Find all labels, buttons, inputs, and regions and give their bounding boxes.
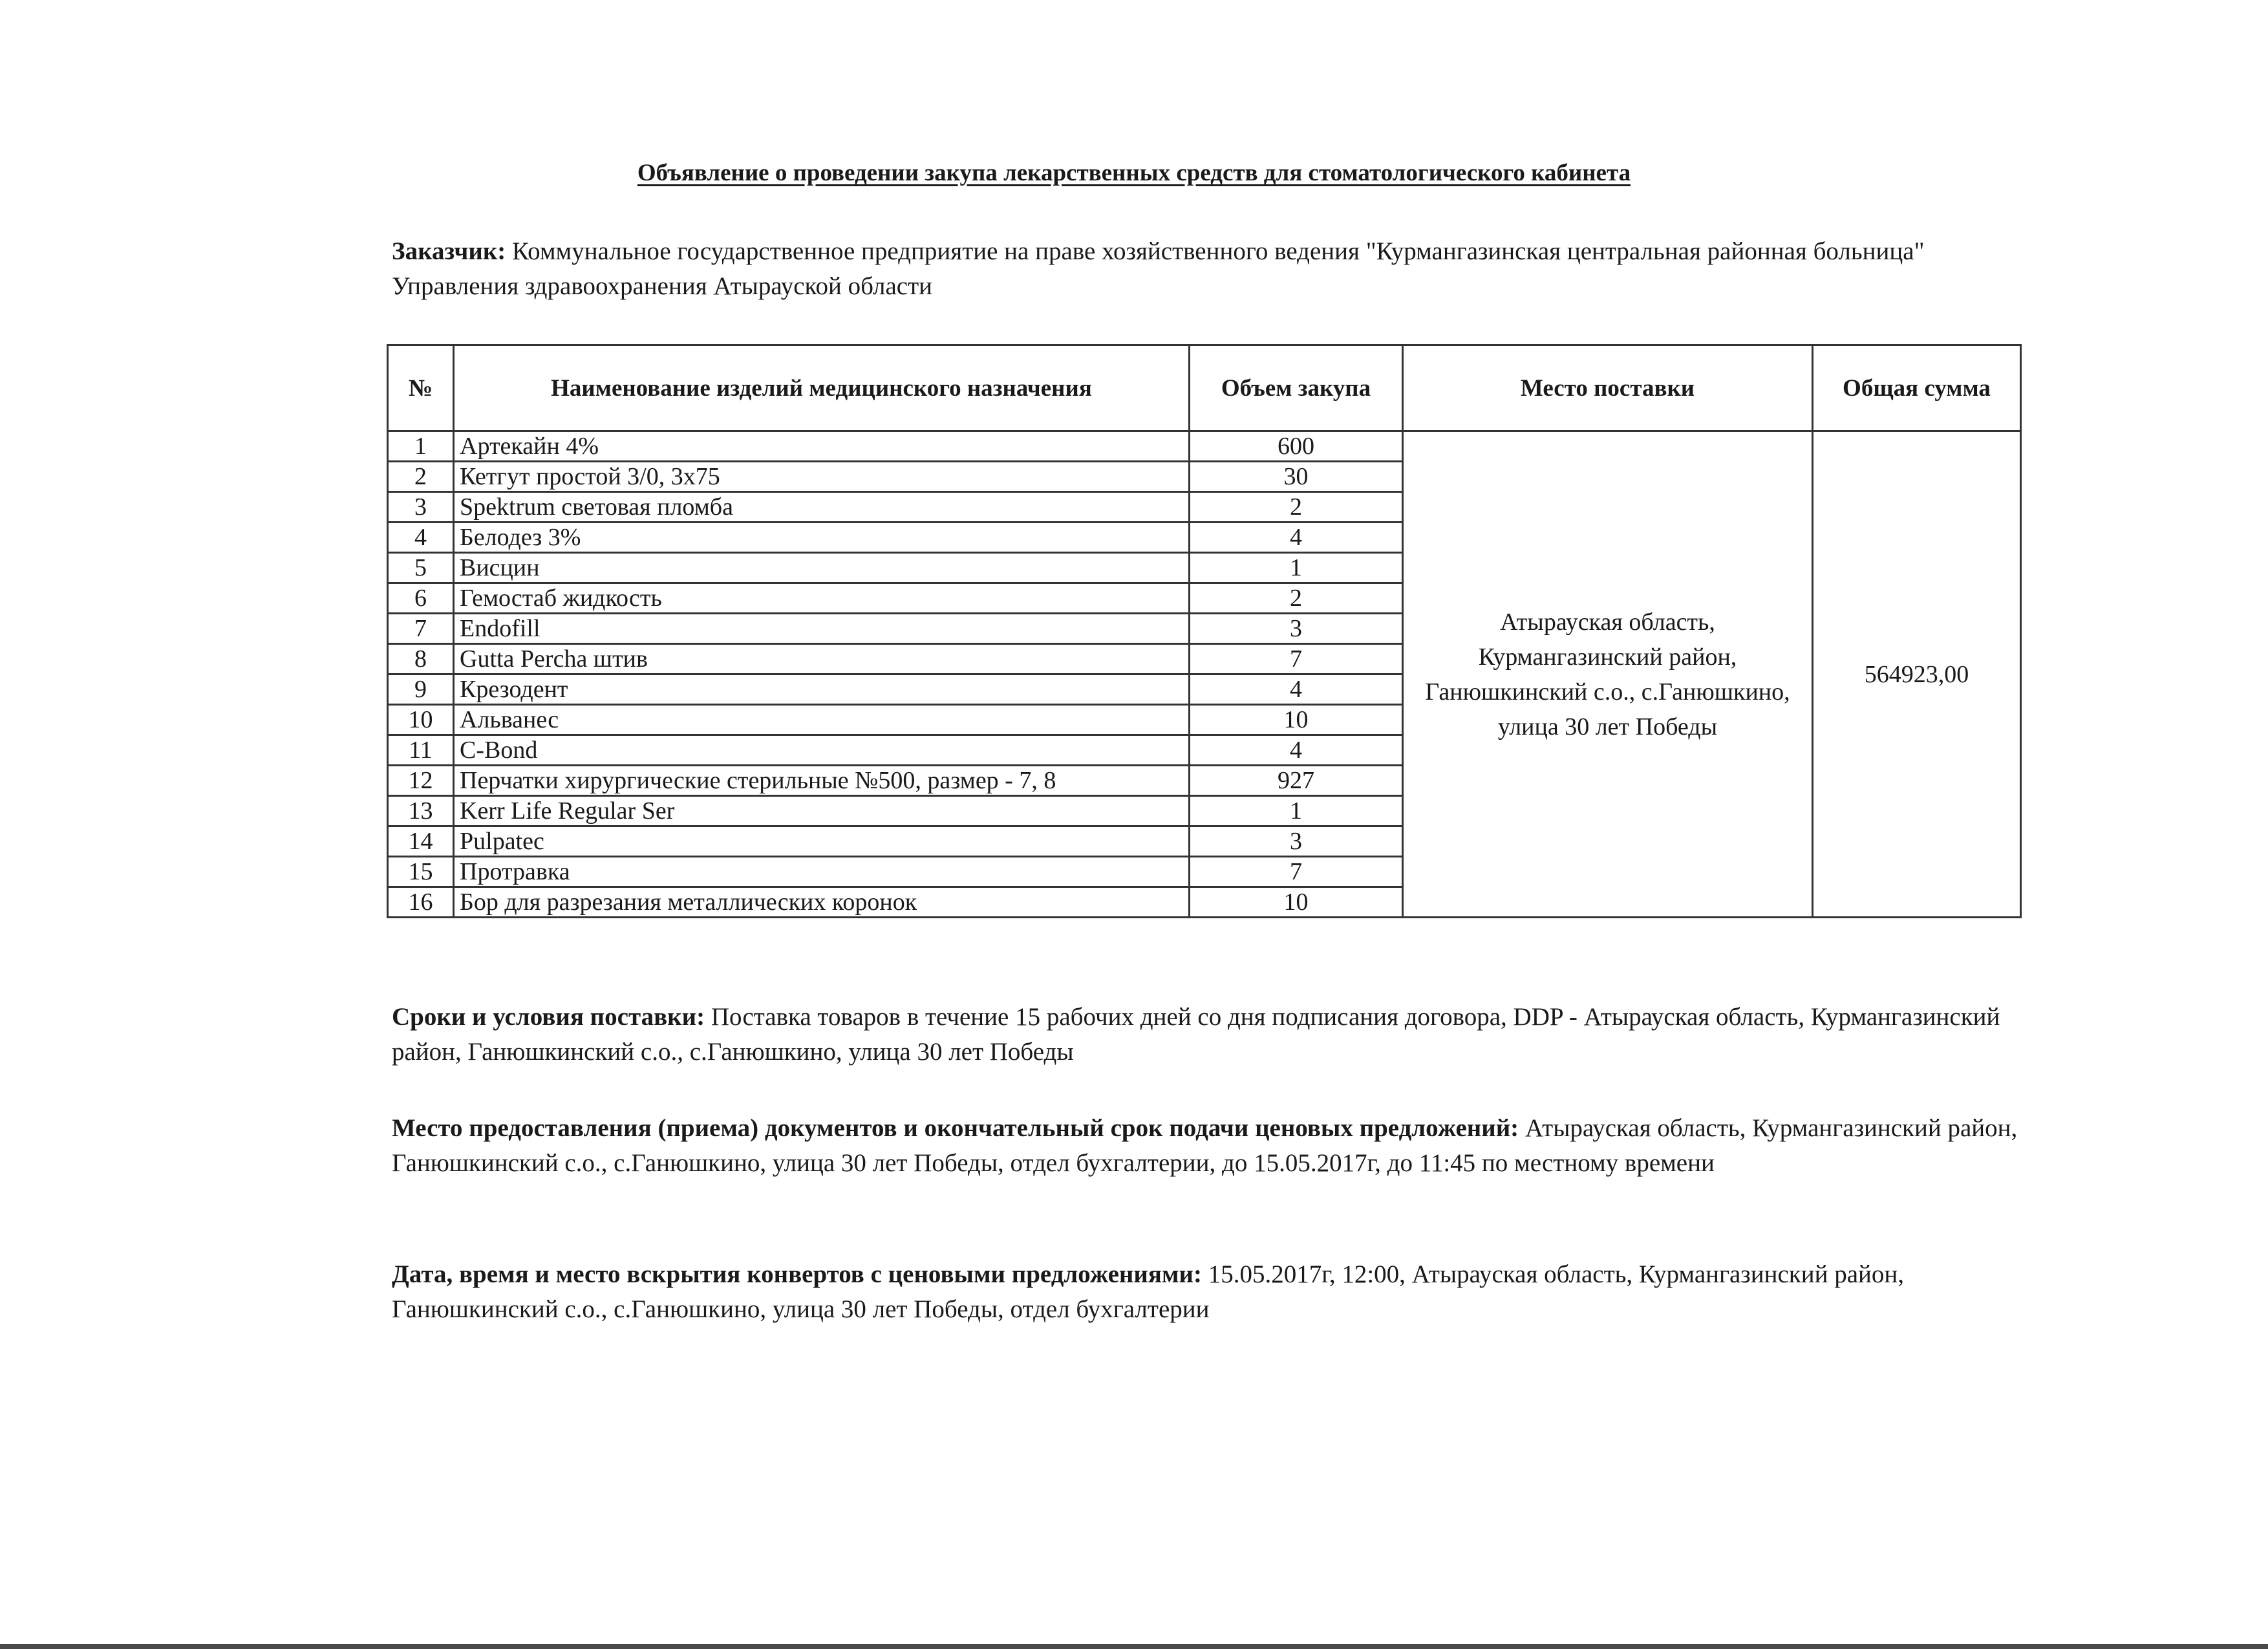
row-qty: 10 (1190, 705, 1403, 735)
documents-place-label: Место предоставления (приема) документов и окончательный срок подачи ценовых предложений: (392, 1114, 1519, 1142)
row-name: Артекайн 4% (454, 431, 1190, 462)
row-name: Висцин (454, 553, 1190, 583)
row-name: Белодез 3% (454, 523, 1190, 553)
documents-place-paragraph (392, 1111, 2027, 1181)
scan-edge-shadow (0, 1644, 2268, 1649)
row-qty: 30 (1190, 462, 1403, 492)
row-num: 5 (388, 553, 454, 583)
delivery-place: Атырауская область, Курмангазинский район, Ганюшкинский с.о., с.Ганюшкино, улица 30 лет Победы (1403, 431, 1813, 918)
row-num: 7 (388, 614, 454, 644)
row-name: Перчатки хирургические стерильные №500, размер - 7, 8 (454, 766, 1190, 796)
table-header-row (388, 345, 2021, 431)
documents-place-text: Атырауская область, Курмангазинский район, Ганюшкинский с.о., с.Ганюшкино, улица 30 лет Победы, отдел бухгалтерии, до 15.05.2017г, до 11:45 по местному времени (392, 1114, 2018, 1177)
row-name: Pulpatec (454, 826, 1190, 857)
row-qty: 2 (1190, 492, 1403, 523)
delivery-terms-label: Сроки и условия поставки: (392, 1003, 705, 1031)
row-name: C-Bond (454, 735, 1190, 766)
customer-text: Коммунальное государственное предприятие на праве хозяйственного ведения "Курмангазинская центральная районная больница" Управления здравоохранения Атырауской области (392, 237, 1925, 300)
row-name: Kerr Life Regular Ser (454, 796, 1190, 826)
row-num: 1 (388, 431, 454, 462)
row-name: Endofill (454, 614, 1190, 644)
row-qty: 7 (1190, 857, 1403, 887)
row-num: 15 (388, 857, 454, 887)
table-row (388, 431, 2021, 462)
row-num: 10 (388, 705, 454, 735)
page-title: Объявление о проведении закупа лекарственных средств для стоматологического кабинета (637, 160, 1631, 186)
customer-label: Заказчик: (392, 237, 506, 265)
opening-text: 15.05.2017г, 12:00, Атырауская область, Курмангазинский район, Ганюшкинский с.о., с.Ганюшкино, улица 30 лет Победы, отдел бухгалтерии (392, 1260, 1905, 1323)
row-qty: 4 (1190, 735, 1403, 766)
row-name: Протравка (454, 857, 1190, 887)
row-name: Кетгут простой 3/0, 3х75 (454, 462, 1190, 492)
row-num: 14 (388, 826, 454, 857)
row-qty: 3 (1190, 826, 1403, 857)
row-qty: 1 (1190, 553, 1403, 583)
row-num: 8 (388, 644, 454, 674)
opening-label: Дата, время и место вскрытия конвертов с ценовыми предложениями: (392, 1260, 1202, 1288)
row-num: 3 (388, 492, 454, 523)
header-name: Наименование изделий медицинского назначения (454, 345, 1190, 431)
row-name: Альванес (454, 705, 1190, 735)
row-num: 11 (388, 735, 454, 766)
row-qty: 600 (1190, 431, 1403, 462)
row-qty: 927 (1190, 766, 1403, 796)
row-num: 2 (388, 462, 454, 492)
row-name: Spektrum световая пломба (454, 492, 1190, 523)
row-name: Гемостаб жидкость (454, 583, 1190, 614)
items-table (387, 344, 2022, 918)
header-place: Место поставки (1403, 345, 1813, 431)
row-qty: 3 (1190, 614, 1403, 644)
customer-paragraph (392, 234, 2027, 304)
row-qty: 4 (1190, 674, 1403, 705)
row-name: Бор для разрезания металлических коронок (454, 887, 1190, 918)
opening-paragraph (392, 1257, 2027, 1327)
header-sum: Общая сумма (1813, 345, 2021, 431)
row-qty: 1 (1190, 796, 1403, 826)
row-qty: 7 (1190, 644, 1403, 674)
header-num: № (388, 345, 454, 431)
row-qty: 10 (1190, 887, 1403, 918)
row-num: 13 (388, 796, 454, 826)
row-qty: 4 (1190, 523, 1403, 553)
row-num: 4 (388, 523, 454, 553)
delivery-terms-paragraph (392, 1000, 2027, 1070)
total-sum: 564923,00 (1813, 431, 2021, 918)
delivery-terms-text: Поставка товаров в течение 15 рабочих дней со дня подписания договора, DDP - Атырауская область, Курмангазинский район, Ганюшкинский с.о., с.Ганюшкино, улица 30 лет Победы (392, 1003, 2000, 1066)
header-qty: Объем закупа (1190, 345, 1403, 431)
row-num: 16 (388, 887, 454, 918)
row-name: Gutta Percha штив (454, 644, 1190, 674)
row-num: 6 (388, 583, 454, 614)
row-qty: 2 (1190, 583, 1403, 614)
row-name: Крезодент (454, 674, 1190, 705)
row-num: 12 (388, 766, 454, 796)
row-num: 9 (388, 674, 454, 705)
